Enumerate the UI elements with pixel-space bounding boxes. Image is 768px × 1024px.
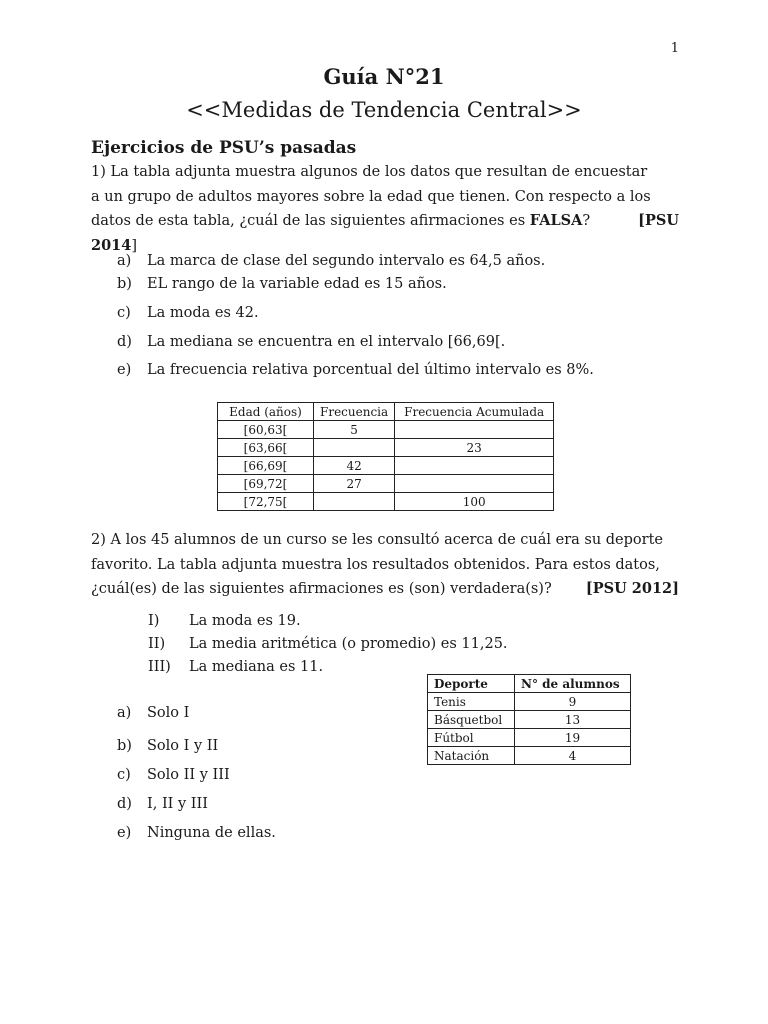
- option-label: d): [117, 796, 132, 812]
- option-label: c): [117, 305, 131, 321]
- statement-iii: [148, 659, 323, 675]
- table-cell: 13: [515, 711, 631, 729]
- option-text: La moda es 42.: [147, 305, 259, 321]
- page-number: 1: [670, 41, 679, 56]
- table-cell: [395, 457, 554, 475]
- table-cell: 100: [395, 493, 554, 511]
- table-cell: 23: [395, 439, 554, 457]
- statement-text: La mediana es 11.: [189, 659, 324, 675]
- table-row: [218, 457, 554, 475]
- table-cell: [69,72[: [218, 475, 314, 493]
- question-2-text: [91, 528, 679, 602]
- table-header: N° de alumnos: [515, 675, 631, 693]
- table-cell: Natación: [428, 747, 515, 765]
- q1-line-2: a un grupo de adultos mayores sobre la edad que tienen. Con respecto a los: [91, 188, 651, 205]
- table-row: [218, 475, 554, 493]
- psu-tag-a: [PSU: [638, 212, 679, 229]
- q2-option-d[interactable]: [117, 796, 208, 812]
- statement-label: III): [148, 659, 171, 675]
- page-title: Guía N°21: [323, 64, 445, 89]
- q1-option-c[interactable]: [117, 305, 259, 321]
- option-text: La frecuencia relativa porcentual del último intervalo es 8%.: [147, 362, 594, 378]
- table-cell: [395, 421, 554, 439]
- table-cell: [314, 439, 395, 457]
- page-subtitle: <<Medidas de Tendencia Central>>: [186, 98, 582, 122]
- option-label: a): [117, 253, 132, 269]
- age-frequency-table: [217, 402, 554, 511]
- table-cell: 42: [314, 457, 395, 475]
- table-cell: Tenis: [428, 693, 515, 711]
- q2-option-a[interactable]: [117, 705, 189, 721]
- table-cell: 5: [314, 421, 395, 439]
- option-text: Ninguna de ellas.: [147, 825, 276, 841]
- table-header-row: [428, 675, 631, 693]
- table-row: [428, 693, 631, 711]
- q1-line-1: 1) La tabla adjunta muestra algunos de los datos que resultan de encuestar: [91, 164, 648, 180]
- question-1-text: [91, 160, 679, 258]
- option-text: La marca de clase del segundo intervalo es 64,5 años.: [147, 253, 546, 269]
- q2-line-3: [91, 577, 679, 602]
- table-header: Edad (años): [218, 403, 314, 421]
- table-row: [428, 747, 631, 765]
- section-heading: Ejercicios de PSU’s pasadas: [91, 138, 357, 158]
- table-cell: [63,66[: [218, 439, 314, 457]
- q2-option-b[interactable]: [117, 738, 218, 754]
- option-label: e): [117, 362, 132, 378]
- option-label: a): [117, 705, 132, 721]
- table-cell: 9: [515, 693, 631, 711]
- table-cell: [72,75[: [218, 493, 314, 511]
- q2-option-c[interactable]: [117, 767, 230, 783]
- table-cell: 4: [515, 747, 631, 765]
- q1-question-mark: ?: [582, 213, 591, 229]
- table-cell: 19: [515, 729, 631, 747]
- table-cell: Fútbol: [428, 729, 515, 747]
- option-text: Solo I y II: [147, 738, 219, 754]
- q1-option-e[interactable]: [117, 362, 594, 378]
- psu-tag-close: ]: [131, 237, 138, 254]
- option-text: Solo I: [147, 705, 190, 721]
- q2-line-2: favorito. La tabla adjunta muestra los resultados obtenidos. Para estos datos,: [91, 556, 660, 573]
- q2-line-3-text: ¿cuál(es) de las siguientes afirmaciones es (son) verdadera(s)?: [91, 581, 552, 597]
- option-label: c): [117, 767, 131, 783]
- table-cell: Básquetbol: [428, 711, 515, 729]
- table-header: Deporte: [428, 675, 515, 693]
- q1-line-3-text: datos de esta tabla, ¿cuál de las siguientes afirmaciones es: [91, 213, 530, 229]
- statement-ii: [148, 636, 508, 652]
- table-cell: [314, 493, 395, 511]
- table-header: Frecuencia: [314, 403, 395, 421]
- table-cell: [60,63[: [218, 421, 314, 439]
- option-label: b): [117, 276, 132, 292]
- option-text: Solo II y III: [147, 767, 230, 783]
- psu-tag-2012: [PSU 2012]: [585, 580, 679, 597]
- sport-preference-table: [427, 674, 631, 765]
- table-cell: [66,69[: [218, 457, 314, 475]
- table-cell: [395, 475, 554, 493]
- psu-tag-b: 2014: [91, 236, 132, 254]
- statement-i: [148, 613, 301, 629]
- q1-option-a[interactable]: [117, 253, 545, 269]
- table-row: [218, 421, 554, 439]
- statement-text: La media aritmética (o promedio) es 11,25.: [189, 636, 508, 652]
- table-header-row: [218, 403, 554, 421]
- falsa-keyword: FALSA: [529, 212, 583, 229]
- table-row: [428, 729, 631, 747]
- option-text: I, II y III: [147, 796, 208, 812]
- table-header: Frecuencia Acumulada: [395, 403, 554, 421]
- q2-line-1: 2) A los 45 alumnos de un curso se les consultó acerca de cuál era su deporte: [91, 532, 663, 548]
- option-text: La mediana se encuentra en el intervalo [66,69[.: [147, 334, 506, 350]
- option-text: EL rango de la variable edad es 15 años.: [147, 276, 447, 292]
- q1-line-3: [91, 209, 679, 234]
- statement-text: La moda es 19.: [189, 613, 301, 629]
- table-row: [218, 439, 554, 457]
- statement-label: I): [148, 613, 160, 629]
- option-label: e): [117, 825, 132, 841]
- statement-label: II): [148, 636, 166, 652]
- q1-option-d[interactable]: [117, 334, 505, 350]
- table-row: [218, 493, 554, 511]
- option-label: d): [117, 334, 132, 350]
- option-label: b): [117, 738, 132, 754]
- table-row: [428, 711, 631, 729]
- table-cell: 27: [314, 475, 395, 493]
- q2-option-e[interactable]: [117, 825, 276, 841]
- q1-option-b[interactable]: [117, 276, 447, 292]
